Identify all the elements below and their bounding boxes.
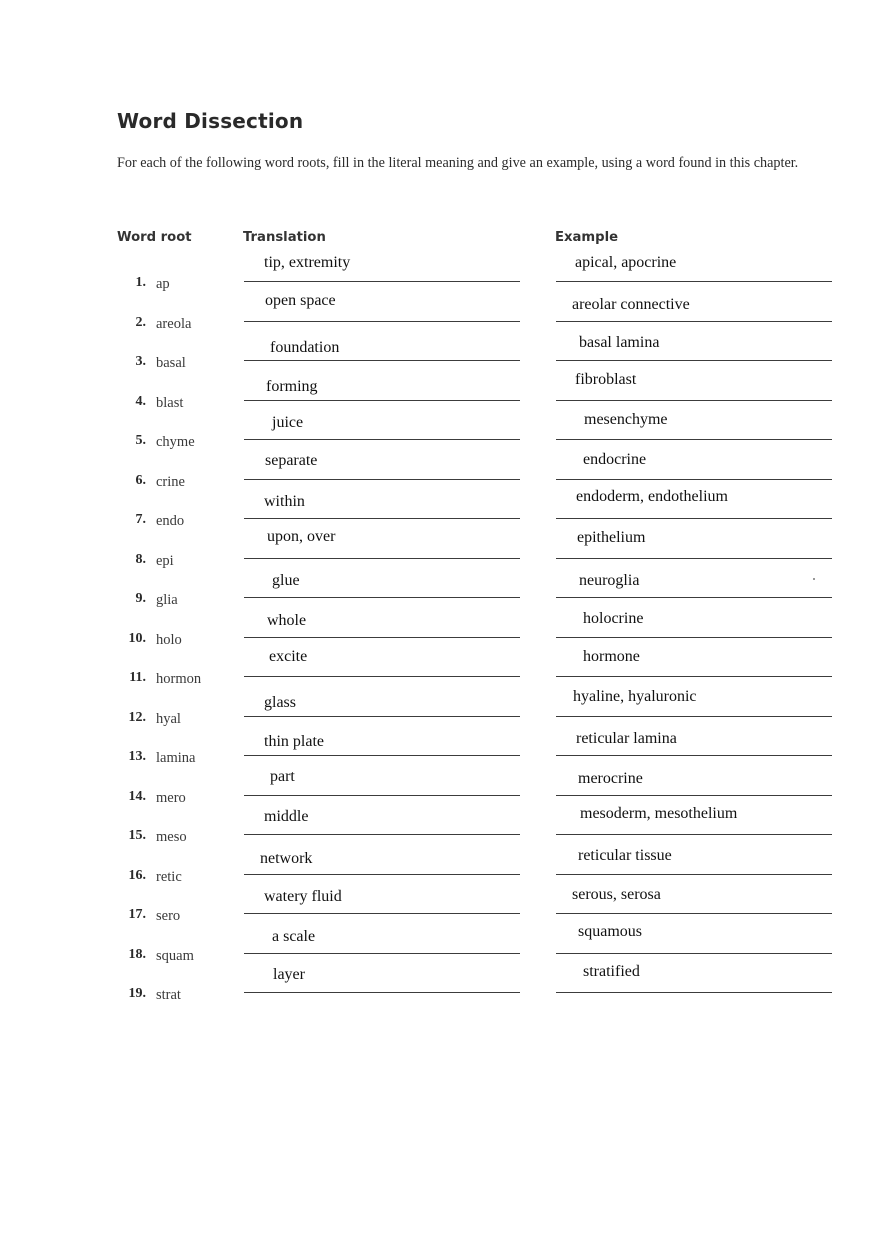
row-number: 11.: [129, 670, 146, 685]
translation-line: [244, 834, 520, 835]
translation-line: [244, 518, 520, 519]
example-answer[interactable]: reticular tissue: [578, 847, 672, 864]
example-line: [556, 637, 832, 638]
example-line: [556, 834, 832, 835]
table-row: [0, 648, 880, 695]
word-root: chyme: [156, 434, 195, 450]
row-number: 10.: [128, 631, 146, 646]
example-answer[interactable]: epithelium: [577, 529, 646, 546]
column-header-translation: Translation: [243, 230, 326, 245]
row-number: 5.: [135, 433, 146, 448]
word-root: holo: [156, 632, 182, 648]
example-line: [556, 558, 832, 559]
translation-answer[interactable]: layer: [273, 966, 305, 983]
word-root: epi: [156, 553, 174, 569]
translation-line: [244, 439, 520, 440]
word-root: areola: [156, 316, 192, 332]
translation-answer[interactable]: juice: [272, 414, 304, 431]
row-number: 2.: [135, 315, 146, 330]
example-answer[interactable]: hormone: [583, 648, 640, 665]
example-line: [556, 479, 832, 480]
table-row: [0, 768, 880, 814]
translation-line: [244, 321, 520, 322]
table-row: [0, 334, 880, 379]
example-answer[interactable]: basal lamina: [579, 334, 660, 351]
translation-line: [244, 953, 520, 954]
translation-answer[interactable]: forming: [266, 378, 318, 395]
table-row: [0, 610, 880, 656]
translation-answer[interactable]: middle: [264, 808, 309, 825]
example-answer[interactable]: endoderm, endothelium: [576, 488, 728, 505]
example-answer[interactable]: holocrine: [583, 610, 644, 627]
example-answer[interactable]: mesenchyme: [584, 411, 668, 428]
word-root: lamina: [156, 750, 196, 766]
example-line: [556, 755, 832, 756]
row-number: 9.: [135, 591, 146, 606]
example-answer[interactable]: fibroblast: [575, 371, 637, 388]
translation-line: [244, 637, 520, 638]
translation-line: [244, 597, 520, 598]
translation-answer[interactable]: glass: [264, 694, 296, 711]
translation-answer[interactable]: glue: [272, 572, 300, 589]
word-root: squam: [156, 948, 194, 964]
word-root: hormon: [156, 671, 202, 687]
row-number: 8.: [135, 552, 146, 567]
translation-answer[interactable]: watery fluid: [264, 888, 342, 905]
example-answer[interactable]: apical, apocrine: [575, 254, 677, 271]
table-row: [0, 572, 880, 616]
example-answer[interactable]: neuroglia: [579, 572, 640, 589]
table-row: [0, 963, 880, 1011]
table-row: [0, 292, 880, 340]
translation-answer[interactable]: separate: [265, 452, 318, 469]
column-header-word-root: Word root: [117, 230, 192, 245]
example-answer[interactable]: mesoderm, mesothelium: [580, 805, 738, 822]
stray-mark: [813, 578, 815, 580]
table-row: [0, 254, 880, 300]
word-root: endo: [156, 513, 185, 529]
translation-line: [244, 755, 520, 756]
row-number: 19.: [128, 986, 146, 1001]
word-root: crine: [156, 474, 185, 490]
table-row: [0, 411, 880, 458]
instructions-text: For each of the following word roots, fill in the literal meaning and give an example, using a word found in this chapter.: [117, 155, 799, 171]
row-number: 14.: [128, 789, 146, 804]
example-answer[interactable]: reticular lamina: [576, 730, 677, 747]
table-row: [0, 805, 880, 853]
translation-line: [244, 913, 520, 914]
example-answer[interactable]: hyaline, hyaluronic: [573, 688, 697, 705]
row-number: 17.: [128, 907, 146, 922]
translation-line: [244, 360, 520, 361]
translation-answer[interactable]: whole: [267, 612, 307, 629]
translation-answer[interactable]: foundation: [270, 339, 340, 356]
example-answer[interactable]: stratified: [583, 963, 640, 980]
word-root: sero: [156, 908, 181, 924]
word-root: meso: [156, 829, 187, 845]
translation-line: [244, 676, 520, 677]
example-answer[interactable]: endocrine: [583, 451, 647, 468]
example-line: [556, 360, 832, 361]
column-header-example: Example: [555, 230, 619, 245]
table-row: [0, 488, 880, 537]
translation-answer[interactable]: excite: [269, 648, 308, 665]
translation-answer[interactable]: part: [270, 768, 295, 785]
example-answer[interactable]: squamous: [578, 923, 642, 940]
word-root: strat: [156, 987, 181, 1003]
translation-answer[interactable]: open space: [265, 292, 336, 309]
word-root: hyal: [156, 711, 181, 727]
row-number: 7.: [135, 512, 146, 527]
table-row: [0, 451, 880, 498]
row-number: 13.: [128, 749, 146, 764]
example-line: [556, 913, 832, 914]
translation-line: [244, 874, 520, 875]
word-root: mero: [156, 790, 186, 806]
example-line: [556, 953, 832, 954]
translation-line: [244, 479, 520, 480]
table-row: [0, 847, 880, 893]
table-row: [0, 730, 880, 774]
translation-line: [244, 400, 520, 401]
example-line: [556, 439, 832, 440]
example-line: [556, 676, 832, 677]
row-number: 3.: [135, 354, 146, 369]
example-line: [556, 281, 832, 282]
translation-answer[interactable]: within: [264, 493, 305, 510]
translation-line: [244, 795, 520, 796]
word-root: retic: [156, 869, 182, 885]
example-line: [556, 716, 832, 717]
row-number: 18.: [128, 947, 146, 962]
example-answer[interactable]: serous, serosa: [572, 886, 661, 903]
translation-answer[interactable]: a scale: [272, 928, 316, 945]
row-number: 16.: [128, 868, 146, 883]
table-row: [0, 886, 880, 932]
row-number: 1.: [135, 275, 146, 290]
table-row: [0, 371, 880, 419]
translation-answer[interactable]: network: [260, 850, 313, 867]
example-line: [556, 795, 832, 796]
translation-line: [244, 558, 520, 559]
example-line: [556, 518, 832, 519]
example-line: [556, 597, 832, 598]
row-number: 4.: [135, 394, 146, 409]
translation-line: [244, 992, 520, 993]
translation-line: [244, 716, 520, 717]
example-line: [556, 400, 832, 401]
row-number: 15.: [128, 828, 146, 843]
row-number: 6.: [135, 473, 146, 488]
word-root: blast: [156, 395, 184, 411]
word-root: ap: [156, 276, 170, 292]
example-line: [556, 874, 832, 875]
table-row: [0, 528, 880, 577]
translation-answer[interactable]: tip, extremity: [264, 254, 351, 271]
translation-answer[interactable]: upon, over: [267, 528, 336, 545]
table-row: [0, 923, 880, 972]
row-number: 12.: [128, 710, 146, 725]
word-root: glia: [156, 592, 178, 608]
example-answer[interactable]: areolar connective: [572, 296, 690, 313]
table-row: [0, 688, 880, 735]
example-line: [556, 321, 832, 322]
translation-answer[interactable]: thin plate: [264, 733, 324, 750]
translation-line: [244, 281, 520, 282]
example-answer[interactable]: merocrine: [578, 770, 643, 787]
page-title: Word Dissection: [117, 109, 304, 133]
word-root: basal: [156, 355, 186, 371]
example-line: [556, 992, 832, 993]
